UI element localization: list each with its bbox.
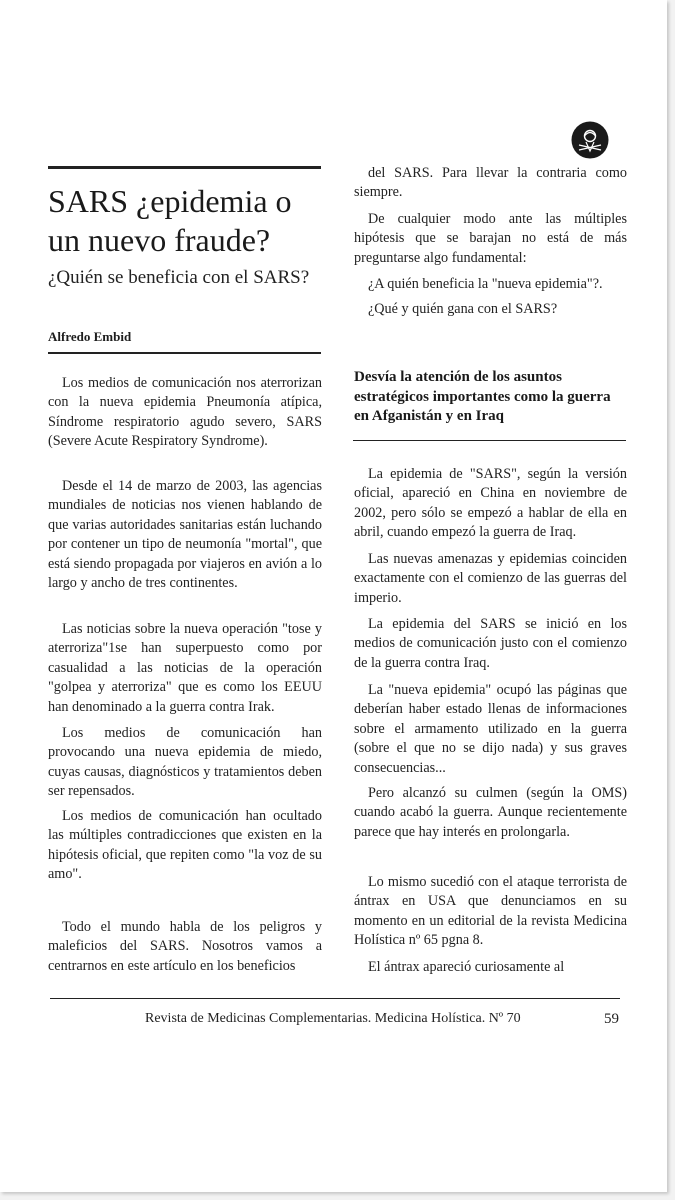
- right-paragraph: La "nueva epidemia" ocupó las páginas que deberían haber estado llenas de informaciones sobre el armamento utilizado en la guerra (sobre el que no se dijo nada) y sus graves consecuencias...: [354, 682, 627, 776]
- section-heading: Desvía la atención de los asuntos estratégicos importantes como la guerra en Afganistán y en Iraq: [354, 369, 611, 425]
- journal-logo-icon: [571, 121, 609, 159]
- left-paragraph: Los medios de comunicación nos aterrorizan con la nueva epidemia Pneumonía atípica, Síndrome respiratorio agudo severo, SARS (Severe Acute Respiratory Syndrome).: [48, 375, 322, 450]
- right-paragraph: El ántrax apareció curiosamente al: [368, 959, 565, 975]
- article-title: SARS ¿epidemia o un nuevo fraude?: [48, 183, 292, 258]
- article-subtitle: ¿Quién se beneficia con el SARS?: [48, 267, 310, 288]
- right-paragraph: Pero alcanzó su culmen (según la OMS) cuando acabó la guerra. Aunque recientemente parece que hay interés en prolongarla.: [354, 785, 627, 840]
- right-paragraph: La epidemia de "SARS", según la versión oficial, apareció en China en noviembre de 2002, pero sólo se empezó a hablar de ella en abril, cuando empezó la guerra de Iraq.: [354, 466, 627, 541]
- right-paragraph: del SARS. Para llevar la contraria como siempre.: [354, 165, 627, 201]
- left-paragraph: Los medios de comunicación han provocando una nueva epidemia de miedo, cuyas causas, diagnósticos y tratamientos deben ser repensados.: [48, 725, 322, 800]
- article-author: Alfredo Embid: [48, 329, 132, 344]
- right-paragraph: La epidemia del SARS se inició en los medios de comunicación justo con el comienzo de la guerra contra Iraq.: [354, 616, 627, 671]
- footer-rule: [50, 998, 620, 999]
- section-rule: [353, 440, 626, 441]
- right-paragraph: Las nuevas amenazas y epidemias coinciden exactamente con el comienzo de las guerras del imperio.: [354, 551, 627, 606]
- journal-footer: Revista de Medicinas Complementarias. Medicina Holística. Nº 70: [145, 1011, 521, 1026]
- left-paragraph: Las noticias sobre la nueva operación "tose y aterroriza"1se han superpuesto como por casualidad a las noticias de la operación "golpea y aterroriza" que es como los EEUU han denominado a la guerra contra Irak.: [48, 621, 322, 715]
- left-paragraph: Los medios de comunicación han ocultado las múltiples contradicciones que existen en la hipótesis oficial, que repiten como "la voz de su amo".: [48, 808, 322, 883]
- title-rule-top: [48, 166, 321, 169]
- right-paragraph: Lo mismo sucedió con el ataque terrorista de ántrax en USA que denunciamos en su momento en un editorial de la revista Medicina Holística nº 65 pgna 8.: [354, 874, 627, 949]
- left-paragraph: Desde el 14 de marzo de 2003, las agencias mundiales de noticias nos vienen hablando de que varias autoridades sanitarias están luchando por contener un tipo de neumonía "mortal", que está siendo propagada por viajeros en avión a lo largo y ancho de tres continentes.: [48, 478, 322, 592]
- right-paragraph: De cualquier modo ante las múltiples hipótesis que se barajan no está de más preguntarse algo fundamental:: [354, 211, 627, 266]
- right-paragraph: ¿A quién beneficia la "nueva epidemia"?.: [368, 276, 603, 292]
- right-paragraph: ¿Qué y quién gana con el SARS?: [368, 301, 558, 317]
- page-number: 59: [604, 1011, 619, 1027]
- left-paragraph: Todo el mundo habla de los peligros y maleficios del SARS. Nosotros vamos a centrarnos en este artículo en los beneficios: [48, 919, 322, 974]
- author-rule: [48, 352, 321, 354]
